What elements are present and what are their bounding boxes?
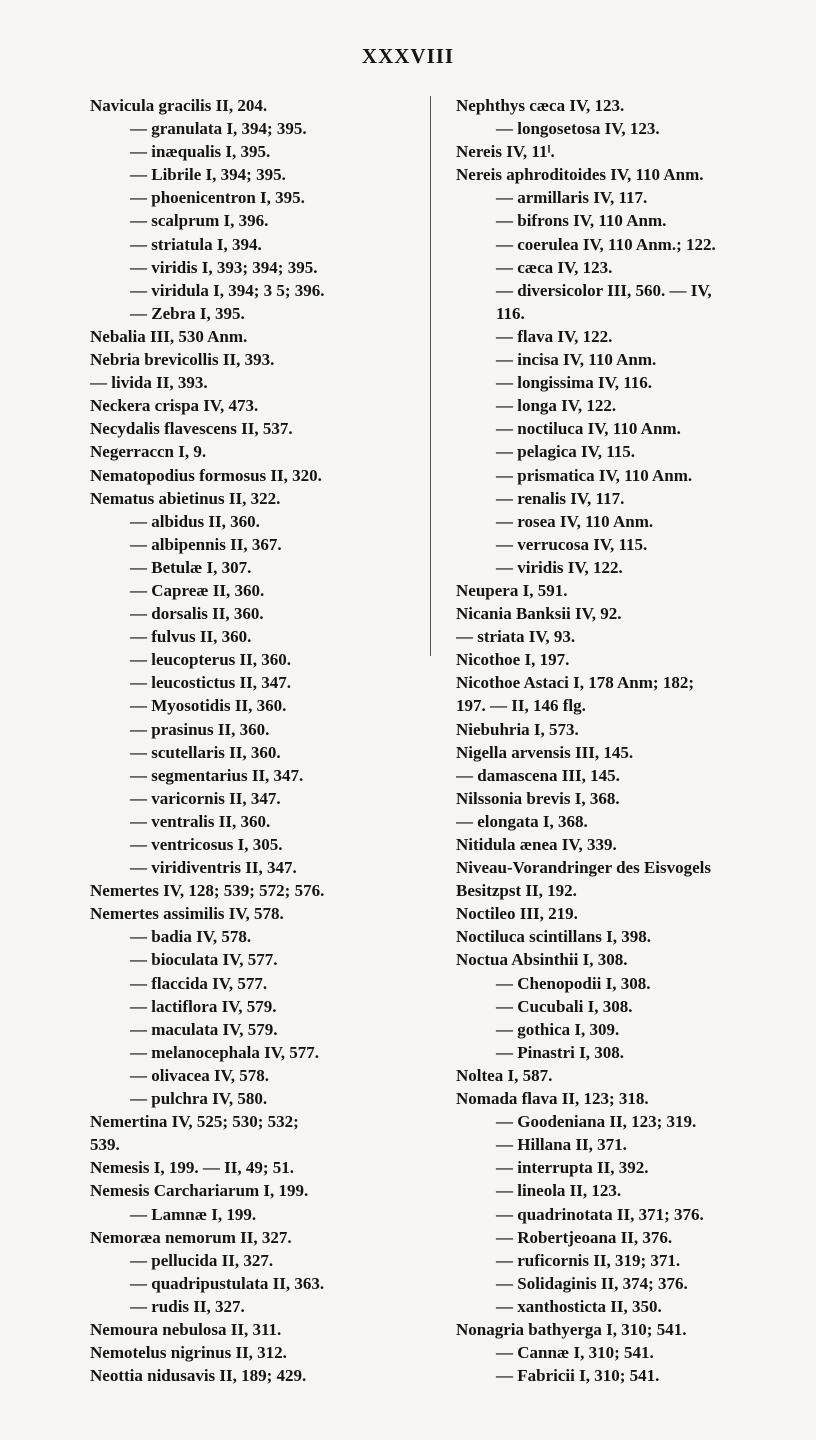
index-entry: 116. [496, 303, 525, 323]
index-entry: — scutellaris II, 360. [130, 742, 281, 762]
index-entry: Nilssonia brevis I, 368. [456, 788, 620, 808]
index-entry: Nematopodius formosus II, 320. [90, 465, 322, 485]
index-entry: — gothica I, 309. [496, 1019, 620, 1039]
index-entry: Nemotelus nigrinus II, 312. [90, 1343, 287, 1363]
index-entry: — Chenopodii I, 308. [496, 973, 651, 993]
index-entry: — armillaris IV, 117. [496, 188, 648, 208]
index-entry: — albidus II, 360. [130, 511, 260, 531]
index-entry: Negerraccn I, 9. [90, 442, 207, 462]
index-entry: Necydalis flavescens II, 537. [90, 419, 293, 439]
index-entry: — renalis IV, 117. [496, 488, 625, 508]
index-entry: 539. [90, 1135, 120, 1155]
index-entry: — damascena III, 145. [456, 765, 620, 785]
index-entry: — incisa IV, 110 Anm. [496, 350, 657, 370]
index-entry: — flaccida IV, 577. [130, 973, 268, 993]
index-entry: — inæqualis I, 395. [130, 142, 271, 162]
index-entry: — Goodeniana II, 123; 319. [496, 1112, 697, 1132]
index-entry: — viridula I, 394; 3 5; 396. [130, 280, 325, 300]
index-entry: — leucostictus II, 347. [130, 673, 292, 693]
index-entry: Nitidula ænea IV, 339. [456, 835, 617, 854]
index-entry: — Cucubali I, 308. [496, 996, 633, 1016]
index-entry: — prasinus II, 360. [130, 719, 270, 739]
index-entry: Nigella arvensis III, 145. [456, 742, 634, 762]
index-entry: — verrucosa IV, 115. [496, 534, 648, 554]
index-entry: — ventralis II, 360. [130, 811, 271, 831]
index-entry: — rudis II, 327. [130, 1296, 245, 1316]
index-entry: Nemertina IV, 525; 530; 532; [90, 1112, 299, 1132]
index-entry: Niveau-Vorandringer des Eisvogels [456, 858, 712, 878]
index-entry: — dorsalis II, 360. [130, 604, 264, 624]
index-entry: Neckera crispa IV, 473. [90, 396, 259, 416]
index-entry: — Betulæ I, 307. [130, 557, 252, 577]
index-entry: — elongata I, 368. [456, 811, 588, 831]
index-entry: Nemesis I, 199. — II, 49; 51. [90, 1158, 294, 1178]
index-entry: — interrupta II, 392. [496, 1158, 649, 1178]
index-entry: — striatula I, 394. [130, 234, 262, 254]
index-entry: — leucopterus II, 360. [130, 650, 292, 670]
index-entry: — olivacea IV, 578. [130, 1065, 269, 1085]
index-entry: — Fabricii I, 310; 541. [496, 1366, 660, 1386]
index-entry: — Pinastri I, 308. [496, 1042, 624, 1062]
index-entry: — rosea IV, 110 Anm. [496, 511, 654, 531]
index-entry: — diversicolor III, 560. — IV, [496, 280, 712, 300]
index-entry: — noctiluca IV, 110 Anm. [496, 419, 681, 439]
index-entry: — granulata I, 394; 395. [130, 119, 307, 139]
index-entry: — ruficornis II, 319; 371. [496, 1250, 681, 1270]
index-entry: Nicothoe Astaci I, 178 Anm; 182; [456, 673, 694, 693]
index-entry: — scalprum I, 396. [130, 211, 269, 231]
index-entry: Niebuhria I, 573. [456, 719, 579, 739]
index-entry: — cæca IV, 123. [496, 257, 613, 277]
index-entry: — xanthosticta II, 350. [496, 1296, 662, 1316]
index-entry: — Librile I, 394; 395. [130, 165, 286, 185]
index-entry: Nephthys cæca IV, 123. [456, 96, 625, 115]
index-entry: — melanocephala IV, 577. [130, 1042, 320, 1062]
index-entry: — quadrinotata II, 371; 376. [496, 1204, 704, 1224]
index-entry: Noltea I, 587. [456, 1065, 553, 1085]
index-entry: Nebalia III, 530 Anm. [90, 326, 248, 346]
index-entry: — Hillana II, 371. [496, 1135, 627, 1155]
index-entry: 197. — II, 146 flg. [456, 696, 586, 716]
index-entry: Nemertes assimilis IV, 578. [90, 904, 284, 924]
index-entry: — Zebra I, 395. [130, 303, 245, 323]
index-entry: Nemoræa nemorum II, 327. [90, 1227, 292, 1247]
index-entry: Noctiluca scintillans I, 398. [456, 927, 652, 947]
index-entry: Besitzpst II, 192. [456, 881, 577, 901]
index-entry: — bifrons IV, 110 Anm. [496, 211, 667, 231]
index-entry: — Solidaginis II, 374; 376. [496, 1273, 688, 1293]
index-entry: — flava IV, 122. [496, 326, 613, 346]
index-entry: Neupera I, 591. [456, 580, 568, 600]
index-entry: — bioculata IV, 577. [130, 950, 278, 970]
index-entry: Nemesis Carchariarum I, 199. [90, 1181, 309, 1201]
index-entry: — prismatica IV, 110 Anm. [496, 465, 693, 485]
index-entry: — longa IV, 122. [496, 396, 617, 416]
index-entry: Noctileo III, 219. [456, 904, 578, 924]
index-entry: Nemertes IV, 128; 539; 572; 576. [90, 881, 325, 901]
index-entry: — viridis IV, 122. [496, 557, 623, 577]
index-entry: — quadripustulata II, 363. [130, 1273, 325, 1293]
page-number: XXXVIII [361, 44, 455, 68]
index-entry: — pellucida II, 327. [130, 1250, 274, 1270]
index-entry: — pulchra IV, 580. [130, 1089, 268, 1109]
index-entry: Neottia nidusavis II, 189; 429. [90, 1366, 307, 1386]
index-entry: Nomada flava II, 123; 318. [456, 1089, 649, 1109]
index-entry: — varicornis II, 347. [130, 788, 281, 808]
index-entry: — Myosotidis II, 360. [130, 696, 287, 716]
index-entry: — livida II, 393. [90, 373, 208, 393]
index-entry: — Capreæ II, 360. [130, 580, 265, 600]
right-column [456, 94, 816, 1387]
index-entry: Nemoura nebulosa II, 311. [90, 1319, 282, 1339]
left-column [90, 94, 430, 1387]
index-entry: — longissima IV, 116. [496, 373, 653, 393]
index-entry: — coerulea IV, 110 Anm.; 122. [496, 234, 716, 254]
index-entry: — pelagica IV, 115. [496, 442, 636, 462]
index-entry: — ventricosus I, 305. [130, 835, 283, 854]
index-entry: — striata IV, 93. [456, 627, 576, 647]
index-entry: — lactiflora IV, 579. [130, 996, 277, 1016]
index-entry: — Robertjeoana II, 376. [496, 1227, 673, 1247]
index-entry: Navicula gracilis II, 204. [90, 96, 268, 115]
index-entry: — longosetosa IV, 123. [496, 119, 660, 139]
index-entry: — phoenicentron I, 395. [130, 188, 305, 208]
index-entry: Nonagria bathyerga I, 310; 541. [456, 1319, 687, 1339]
index-entry: — viridiventris II, 347. [130, 858, 297, 878]
column-divider [430, 96, 431, 656]
index-entry: — albipennis II, 367. [130, 534, 282, 554]
index-entry: — maculata IV, 579. [130, 1019, 278, 1039]
index-entry: Nereis aphroditoides IV, 110 Anm. [456, 165, 704, 185]
index-entry: — Lamnæ I, 199. [130, 1204, 257, 1224]
index-entry: — badia IV, 578. [130, 927, 252, 947]
index-entry: Nereis IV, 11ˡ. [456, 142, 555, 162]
index-entry: Noctua Absinthii I, 308. [456, 950, 628, 970]
index-entry: Nematus abietinus II, 322. [90, 488, 281, 508]
index-entry: Nicothoe I, 197. [456, 650, 570, 670]
index-entry: — fulvus II, 360. [130, 627, 252, 647]
index-entry: — segmentarius II, 347. [130, 765, 304, 785]
index-entry: — Cannæ I, 310; 541. [496, 1343, 654, 1363]
index-entry: — lineola II, 123. [496, 1181, 622, 1201]
index-entry: Nebria brevicollis II, 393. [90, 350, 275, 370]
index-entry: Nicania Banksii IV, 92. [456, 604, 622, 624]
index-entry: — viridis I, 393; 394; 395. [130, 257, 318, 277]
